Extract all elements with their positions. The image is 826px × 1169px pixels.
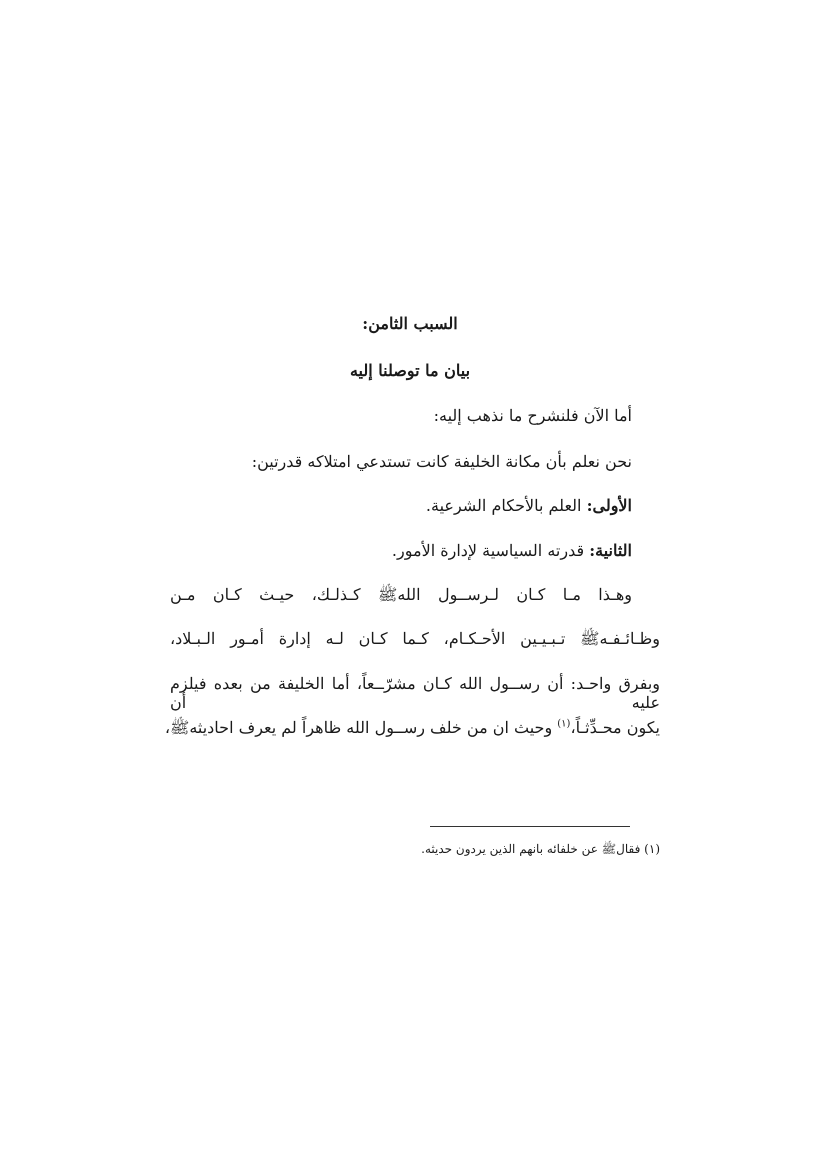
footnote-text: (١) فقالﷺ عن خلفائه بانهم الذين يردون حديثه. bbox=[421, 842, 660, 856]
paragraph-line-7: وبفرق واحـد: أن رســول الله كـان مشرّــعاً، أما الخليفة من بعده فيلزم عليه أن bbox=[170, 674, 660, 712]
second-ability-text: قدرته السياسية لإدارة الأمور. bbox=[391, 541, 590, 560]
second-ability-label: الثانية: bbox=[589, 541, 632, 560]
paragraph-line-6: وظـائـفـهﷺ تـبـيـين الأحـكـام، كـما كـان لـه إدارة أمـور الـبـلاد، bbox=[170, 629, 660, 648]
paragraph-two-abilities: نحن نعلم بأن مكانة الخليفة كانت تستدعي امتلاكه قدرتين: bbox=[251, 452, 632, 471]
paragraph-line-8-end: وحيث ان من خلف رســول الله ظاهراً لم يعرف احاديثهﷺ، bbox=[164, 718, 558, 737]
first-ability-label: الأولى: bbox=[586, 496, 632, 515]
footnote-divider bbox=[430, 826, 630, 827]
paragraph-first-ability bbox=[170, 496, 660, 515]
footnote-reference: (١) bbox=[557, 718, 571, 730]
paragraph-intro: أما الآن فلنشرح ما نذهب إليه: bbox=[433, 406, 632, 425]
section-title: السبب الثامن: bbox=[362, 314, 458, 333]
paragraph-line-8 bbox=[164, 718, 660, 741]
paragraph-second-ability bbox=[170, 541, 660, 560]
paragraph-line-5: وهـذا مـا كـان لـرســول اللهﷺ كـذلـك، حيـث كـان مـن bbox=[170, 585, 632, 604]
paragraph-line-8-start: يكون محـدِّثـاً، bbox=[570, 718, 660, 737]
first-ability-text: العلم بالأحكام الشرعية. bbox=[425, 496, 587, 515]
section-subtitle: بيان ما توصلنا إليه bbox=[349, 361, 471, 380]
